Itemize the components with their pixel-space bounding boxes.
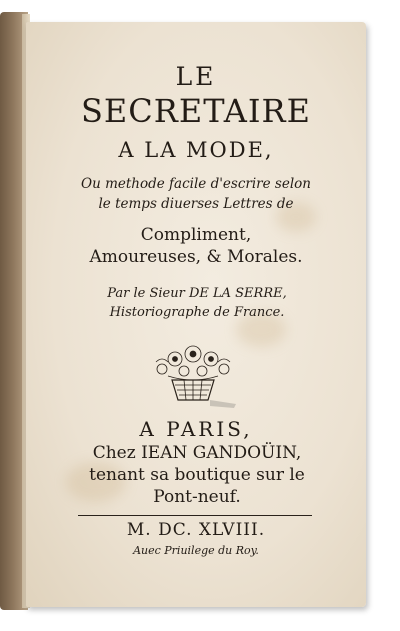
title-line-1: LE [175,62,217,91]
title-line-2: SECRETAIRE [80,92,311,130]
privilege-line: Auec Priuilege du Roy. [133,544,259,557]
divider-rule [78,515,312,516]
letter-kinds: Compliment, Amoureuses, & Morales. [89,225,303,267]
imprint-city: A PARIS, [139,417,253,441]
imprint-year: M. DC. XLVIII. [126,520,266,540]
title-page [26,22,366,607]
flower-basket-icon [148,338,238,408]
imprint-publisher: Chez IEAN GANDOÜIN, tenant sa boutique sur le Pont-neuf. [89,443,305,507]
title-line-3: A LA MODE, [118,138,274,162]
author-line: Par le Sieur DE LA SERRE, Historiographe de France. [107,286,287,320]
subtitle: Ou methode facile d'escrire selon le temps diuerses Lettres de [81,176,311,212]
